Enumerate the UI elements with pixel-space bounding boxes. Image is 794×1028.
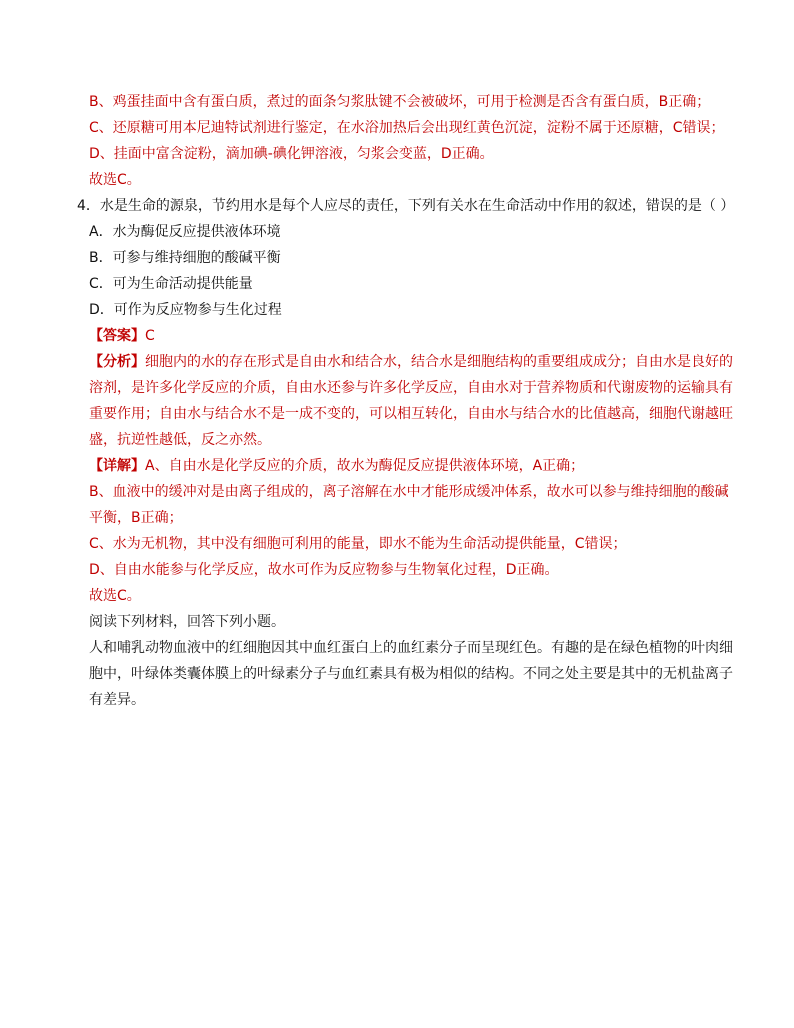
prev-answer-line-c: C、还原糖可用本尼迪特试剂进行鉴定，在水浴加热后会出现红黄色沉淀，淀粉不属于还原糖，C错误； (89, 120, 725, 136)
question-4-analysis-line-3: 重要作用；自由水与结合水不是一成不变的，可以相互转化，自由水与结合水的比值越高，细胞代谢越旺 (89, 406, 733, 422)
question-4-option-a: A．水为酶促反应提供液体环境 (89, 224, 281, 240)
prev-answer-conclusion: 故选C。 (89, 172, 141, 188)
document-content (77, 89, 735, 713)
question-4-answer (89, 323, 729, 349)
question-4-detail-line-b2: 平衡，B正确； (89, 510, 183, 526)
question-4-analysis-line-1 (89, 349, 733, 375)
question-4-analysis-line-2: 溶剂，是许多化学反应的介质，自由水还参与许多化学反应，自由水对于营养物质和代谢废物的运输具有 (89, 380, 733, 396)
prev-answer-line-d: D、挂面中富含淀粉，滴加碘-碘化钾溶液，匀浆会变蓝，D正确。 (89, 146, 494, 162)
analysis-text-1: 细胞内的水的存在形式是自由水和结合水，结合水是细胞结构的重要组成成分；自由水是良好的 (145, 354, 733, 370)
detail-tag: 【详解】 (89, 458, 145, 474)
material-line-2: 胞中，叶绿体类囊体膜上的叶绿素分子与血红素具有极为相似的结构。不同之处主要是其中的无机盐离子 (89, 666, 733, 682)
question-4-detail-line-a (89, 453, 729, 479)
question-4-stem: 4．水是生命的源泉，节约用水是每个人应尽的责任，下列有关水在生命活动中作用的叙述，错误的是（ ） (77, 198, 735, 214)
analysis-tag: 【分析】 (89, 354, 145, 370)
question-4-detail-line-d: D、自由水能参与化学反应，故水可作为反应物参与生物氧化过程，D正确。 (89, 562, 559, 578)
question-4-detail-line-c: C、水为无机物，其中没有细胞可利用的能量，即水不能为生命活动提供能量，C错误； (89, 536, 627, 552)
material-line-3: 有差异。 (89, 692, 145, 708)
question-4-detail-line-b1: B、血液中的缓冲对是由离子组成的，离子溶解在水中才能形成缓冲体系，故水可以参与维持细胞的酸碱 (89, 484, 729, 500)
prev-answer-line-b: B、鸡蛋挂面中含有蛋白质，煮过的面条匀浆肽键不会被破坏，可用于检测是否含有蛋白质，B正确； (89, 94, 711, 110)
material-line-1: 人和哺乳动物血液中的红细胞因其中血红蛋白上的血红素分子而呈现红色。有趣的是在绿色植物的叶肉细 (89, 640, 733, 656)
question-4-option-d: D．可作为反应物参与生化过程 (89, 302, 282, 318)
question-4-option-c: C．可为生命活动提供能量 (89, 276, 253, 292)
answer-tag: 【答案】 (89, 328, 145, 344)
answer-value: C (145, 328, 155, 344)
question-4-analysis-line-4: 盛，抗逆性越低，反之亦然。 (89, 432, 271, 448)
material-intro: 阅读下列材料，回答下列小题。 (89, 614, 285, 630)
question-4-option-b: B．可参与维持细胞的酸碱平衡 (89, 250, 281, 266)
detail-text-a: A、自由水是化学反应的介质，故水为酶促反应提供液体环境，A正确； (145, 458, 585, 474)
question-4-conclusion: 故选C。 (89, 588, 141, 604)
